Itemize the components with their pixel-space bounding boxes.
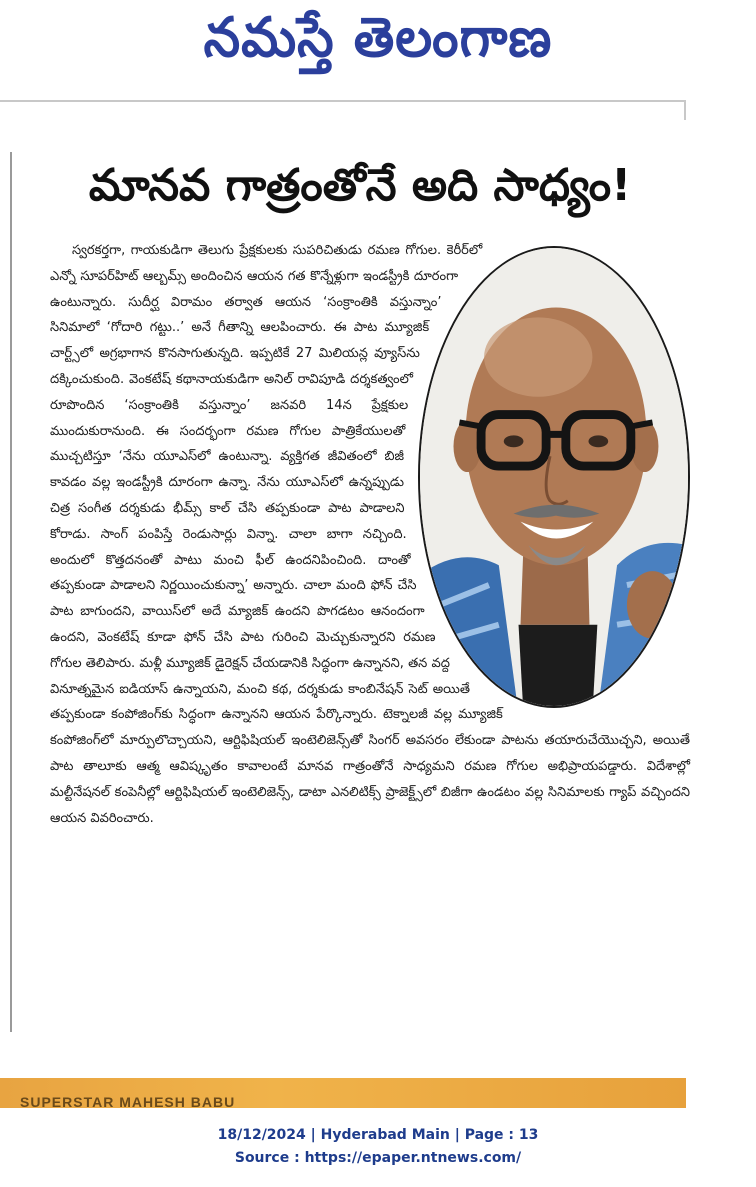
clip-top-border bbox=[0, 100, 686, 120]
article-body bbox=[50, 238, 690, 831]
clip-left-border bbox=[10, 152, 12, 1032]
page-footer bbox=[0, 1124, 756, 1170]
next-story-text: SUPERSTAR MAHESH BABU bbox=[20, 1094, 236, 1108]
masthead bbox=[0, 0, 756, 92]
portrait-frame bbox=[418, 246, 690, 708]
article-headline: మానవ గాత్రంతోనే అది సాధ్యం! bbox=[88, 160, 632, 211]
masthead-title: నమస్తే తెలంగాణ bbox=[203, 6, 553, 70]
source-line[interactable]: Source : https://epaper.ntnews.com/ bbox=[234, 1150, 522, 1166]
article-text: స్వరకర్తగా, గాయకుడిగా తెలుగు ప్రేక్షకులకు సుపరిచితుడు రమణ గోగుల. కెరీర్‌లో ఎన్నో సూపర్‌హిట్ ఆల్బమ్స్ అందించిన ఆయన గత కొన్నేళ్లుగా ఇండస్ట్రీకి దూరంగా ఉంటున్నారు. సుదీర్ఘ విరామం తర్వాత ఆయన ‘సంక్రాంతికి వస్తున్నాం’ సినిమాలో ‘గోదారి గట్టు..’ అనే గీతాన్ని ఆలపించారు. ఈ పాట మ్యూజిక్ చార్ట్స్‌లో అగ్రభాగాన కొనసాగుతున్నది. ఇప్పటికే 27 మిలియన్ల వ్యూస్‌ను దక్కించుకుంది. వెంకటేష్ కథానాయకుడిగా అనిల్ రావిపూడి దర్శకత్వంలో రూపొందిన ‘సంక్రాంతికి వస్తున్నాం’ జనవరి 14న ప్రేక్షకుల ముందుకురానుంది. ఈ సందర్భంగా రమణ గోగుల పాత్రికేయులతో ముచ్చటిస్తూ ‘నేను యూఎస్‌లో ఉంటున్నా. వ్యక్తిగత జీవితంలో బిజీ కావడం వల్ల ఇండస్ట్రీకి దూరంగా ఉన్నా. నేను యూఎస్‌లో ఉన్నప్పుడు చిత్ర సంగీత దర్శకుడు భీమ్స్ కాల్ చేసి తప్పకుండా పాట పాడాలని కోరాడు. సాంగ్ పంపిస్తే రెండుసార్లు విన్నా. చాలా బాగా నచ్చింది. అందులో కొత్తదనంతో పాటు మంచి ఫీల్ ఉందనిపించింది. దాంతో తప్పకుండా పాడాలని నిర్ణయించుకున్నా’ అన్నారు. చాలా మంది ఫోన్ చేసి పాట బాగుందని, వాయిస్‌లో అదే మ్యాజిక్ ఉందని పొగడటం ఆనందంగా ఉందని, వెంకటేష్ కూడా ఫోన్ చేసి పాట గురించి మెచ్చుకున్నారని రమణ గోగుల తెలిపారు. మళ్లీ మ్యూజిక్ డైరెక్షన్ చేయడానికి సిద్ధంగా ఉన్నానని, తన వద్ద వినూత్నమైన ఐడియాస్ ఉన్నాయని, మంచి కథ, దర్శకుడు కాంబినేషన్ సెట్ అయితే తప్పకుండా కంపోజింగ్‌కు సిద్ధంగా ఉన్నానని ఆయన పేర్కొన్నారు. టెక్నాలజీ వల్ల మ్యూజిక్ కంపోజింగ్‌లో మార్పులొచ్చాయని, ఆర్టిఫిషియల్ ఇంటెలిజెన్స్‌తో సింగర్ అవసరం లేకుండా పాటను తయారుచేయొచ్చని, అయితే పాట తాలూకు ఆత్మ ఆవిష్కృతం కావాలంటే మానవ గాత్రంతోనే సాధ్యమని రమణ గోగుల అభిప్రాయపడ్డారు. విదేశాల్లో మల్టీనేషనల్ కంపెనీల్లో ఆర్టిఫిషియల్ ఇంటెలిజెన్స్, డాటా ఎనలిటిక్స్ ప్రాజెక్ట్స్‌లో బిజీగా ఉండటం వల్ల సినిమాలకు గ్యాప్ వచ్చిందని ఆయన వివరించారు. bbox=[50, 243, 690, 826]
portrait-photo bbox=[418, 246, 690, 708]
edition-line: 18/12/2024 | Hyderabad Main | Page : 13 bbox=[217, 1127, 539, 1143]
portrait-illustration bbox=[420, 248, 688, 706]
next-story-strip bbox=[0, 1078, 686, 1108]
